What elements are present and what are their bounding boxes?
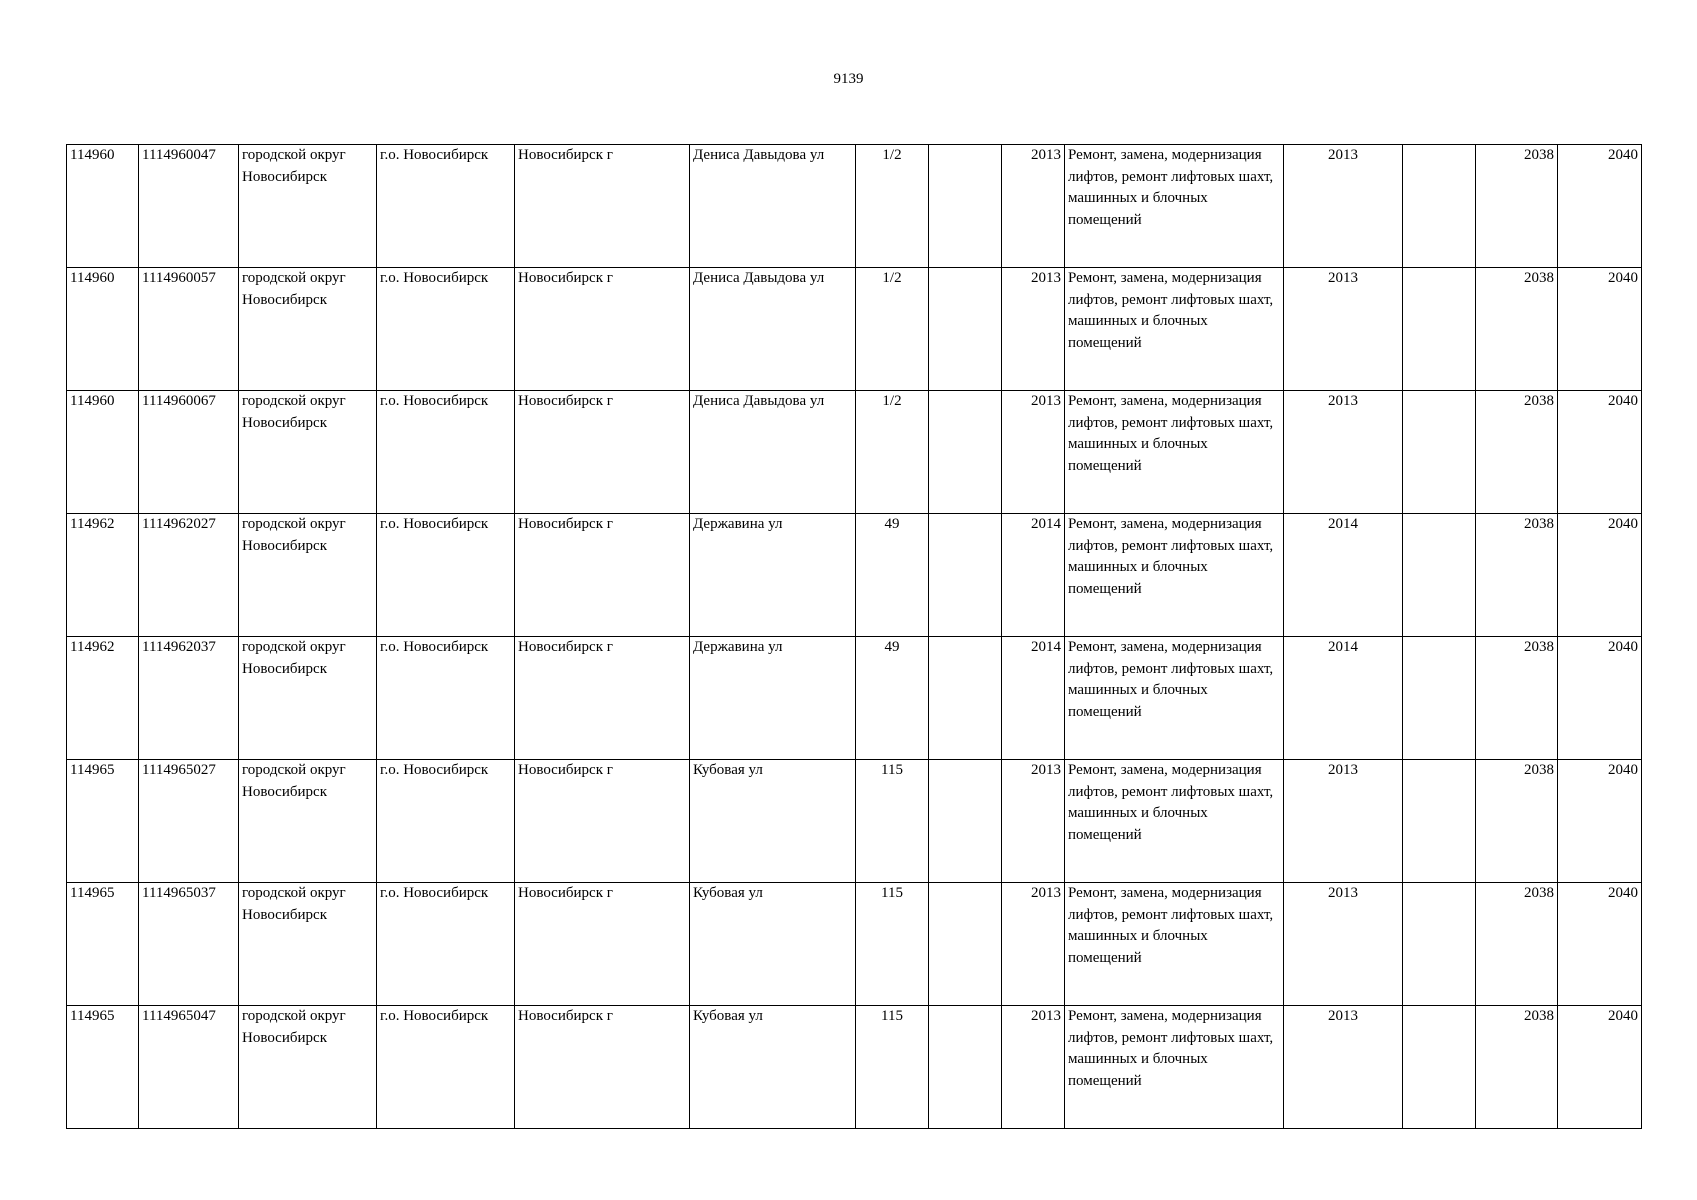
cell-city: Новосибирск г bbox=[515, 637, 690, 760]
cell-extra bbox=[929, 145, 1002, 268]
cell-work: Ремонт, замена, модернизация лифтов, ремонт лифтовых шахт, машинных и блочных помещений bbox=[1065, 514, 1284, 637]
cell-plan-end: 2040 bbox=[1558, 1006, 1642, 1129]
cell-street: Дениса Давыдова ул bbox=[690, 391, 856, 514]
cell-id: 1114962027 bbox=[139, 514, 239, 637]
cell-empty bbox=[1403, 1006, 1476, 1129]
cell-id: 1114960047 bbox=[139, 145, 239, 268]
cell-street: Державина ул bbox=[690, 514, 856, 637]
cell-work-year: 2013 bbox=[1284, 145, 1403, 268]
cell-code: 114960 bbox=[67, 145, 139, 268]
cell-year: 2013 bbox=[1002, 1006, 1065, 1129]
registry-table bbox=[66, 144, 1642, 1129]
cell-plan-start: 2038 bbox=[1476, 514, 1558, 637]
cell-municipality: городской округ Новосибирск bbox=[239, 760, 377, 883]
cell-id: 1114960067 bbox=[139, 391, 239, 514]
cell-plan-start: 2038 bbox=[1476, 145, 1558, 268]
cell-work-year: 2013 bbox=[1284, 1006, 1403, 1129]
cell-id: 1114960057 bbox=[139, 268, 239, 391]
cell-plan-start: 2038 bbox=[1476, 883, 1558, 1006]
cell-district: г.о. Новосибирск bbox=[377, 760, 515, 883]
cell-extra bbox=[929, 637, 1002, 760]
cell-district: г.о. Новосибирск bbox=[377, 145, 515, 268]
cell-plan-end: 2040 bbox=[1558, 637, 1642, 760]
cell-house: 49 bbox=[856, 637, 929, 760]
cell-id: 1114965037 bbox=[139, 883, 239, 1006]
cell-municipality: городской округ Новосибирск bbox=[239, 514, 377, 637]
table-row bbox=[67, 883, 1642, 1006]
cell-work-year: 2013 bbox=[1284, 760, 1403, 883]
cell-work-year: 2013 bbox=[1284, 268, 1403, 391]
cell-id: 1114965027 bbox=[139, 760, 239, 883]
cell-code: 114965 bbox=[67, 1006, 139, 1129]
cell-work: Ремонт, замена, модернизация лифтов, ремонт лифтовых шахт, машинных и блочных помещений bbox=[1065, 637, 1284, 760]
cell-work: Ремонт, замена, модернизация лифтов, ремонт лифтовых шахт, машинных и блочных помещений bbox=[1065, 760, 1284, 883]
cell-house: 115 bbox=[856, 1006, 929, 1129]
cell-plan-end: 2040 bbox=[1558, 391, 1642, 514]
cell-year: 2013 bbox=[1002, 268, 1065, 391]
table-row bbox=[67, 145, 1642, 268]
cell-extra bbox=[929, 883, 1002, 1006]
cell-work-year: 2014 bbox=[1284, 514, 1403, 637]
cell-empty bbox=[1403, 883, 1476, 1006]
cell-empty bbox=[1403, 760, 1476, 883]
cell-empty bbox=[1403, 637, 1476, 760]
cell-plan-start: 2038 bbox=[1476, 268, 1558, 391]
cell-work: Ремонт, замена, модернизация лифтов, ремонт лифтовых шахт, машинных и блочных помещений bbox=[1065, 268, 1284, 391]
cell-year: 2013 bbox=[1002, 760, 1065, 883]
cell-municipality: городской округ Новосибирск bbox=[239, 1006, 377, 1129]
cell-city: Новосибирск г bbox=[515, 391, 690, 514]
cell-city: Новосибирск г bbox=[515, 1006, 690, 1129]
cell-year: 2013 bbox=[1002, 883, 1065, 1006]
cell-street: Кубовая ул bbox=[690, 1006, 856, 1129]
table-row bbox=[67, 514, 1642, 637]
cell-city: Новосибирск г bbox=[515, 145, 690, 268]
cell-extra bbox=[929, 1006, 1002, 1129]
cell-district: г.о. Новосибирск bbox=[377, 637, 515, 760]
cell-street: Дениса Давыдова ул bbox=[690, 145, 856, 268]
cell-house: 1/2 bbox=[856, 391, 929, 514]
cell-plan-start: 2038 bbox=[1476, 1006, 1558, 1129]
table-row bbox=[67, 268, 1642, 391]
table-row bbox=[67, 760, 1642, 883]
cell-work-year: 2013 bbox=[1284, 883, 1403, 1006]
cell-street: Кубовая ул bbox=[690, 760, 856, 883]
cell-house: 115 bbox=[856, 760, 929, 883]
cell-plan-end: 2040 bbox=[1558, 145, 1642, 268]
cell-work-year: 2013 bbox=[1284, 391, 1403, 514]
cell-district: г.о. Новосибирск bbox=[377, 391, 515, 514]
cell-house: 115 bbox=[856, 883, 929, 1006]
cell-city: Новосибирск г bbox=[515, 883, 690, 1006]
table-row bbox=[67, 391, 1642, 514]
cell-street: Державина ул bbox=[690, 637, 856, 760]
cell-municipality: городской округ Новосибирск bbox=[239, 268, 377, 391]
cell-id: 1114962037 bbox=[139, 637, 239, 760]
cell-extra bbox=[929, 268, 1002, 391]
cell-code: 114965 bbox=[67, 883, 139, 1006]
cell-code: 114962 bbox=[67, 637, 139, 760]
cell-district: г.о. Новосибирск bbox=[377, 268, 515, 391]
cell-code: 114965 bbox=[67, 760, 139, 883]
cell-empty bbox=[1403, 145, 1476, 268]
table-body bbox=[67, 145, 1642, 1129]
cell-plan-end: 2040 bbox=[1558, 514, 1642, 637]
cell-id: 1114965047 bbox=[139, 1006, 239, 1129]
cell-district: г.о. Новосибирск bbox=[377, 514, 515, 637]
cell-code: 114960 bbox=[67, 268, 139, 391]
cell-work-year: 2014 bbox=[1284, 637, 1403, 760]
cell-year: 2013 bbox=[1002, 145, 1065, 268]
cell-empty bbox=[1403, 268, 1476, 391]
cell-plan-start: 2038 bbox=[1476, 391, 1558, 514]
cell-plan-start: 2038 bbox=[1476, 760, 1558, 883]
cell-plan-start: 2038 bbox=[1476, 637, 1558, 760]
cell-house: 1/2 bbox=[856, 268, 929, 391]
cell-empty bbox=[1403, 391, 1476, 514]
cell-extra bbox=[929, 391, 1002, 514]
table-row bbox=[67, 1006, 1642, 1129]
cell-empty bbox=[1403, 514, 1476, 637]
cell-code: 114962 bbox=[67, 514, 139, 637]
cell-extra bbox=[929, 514, 1002, 637]
cell-municipality: городской округ Новосибирск bbox=[239, 637, 377, 760]
cell-house: 1/2 bbox=[856, 145, 929, 268]
cell-municipality: городской округ Новосибирск bbox=[239, 391, 377, 514]
cell-district: г.о. Новосибирск bbox=[377, 883, 515, 1006]
cell-extra bbox=[929, 760, 1002, 883]
cell-plan-end: 2040 bbox=[1558, 883, 1642, 1006]
cell-work: Ремонт, замена, модернизация лифтов, ремонт лифтовых шахт, машинных и блочных помещений bbox=[1065, 883, 1284, 1006]
cell-street: Кубовая ул bbox=[690, 883, 856, 1006]
cell-year: 2014 bbox=[1002, 514, 1065, 637]
cell-city: Новосибирск г bbox=[515, 760, 690, 883]
table-row bbox=[67, 637, 1642, 760]
cell-house: 49 bbox=[856, 514, 929, 637]
page-number: 9139 bbox=[833, 71, 864, 87]
cell-municipality: городской округ Новосибирск bbox=[239, 145, 377, 268]
cell-city: Новосибирск г bbox=[515, 514, 690, 637]
cell-work: Ремонт, замена, модернизация лифтов, ремонт лифтовых шахт, машинных и блочных помещений bbox=[1065, 145, 1284, 268]
cell-plan-end: 2040 bbox=[1558, 760, 1642, 883]
cell-plan-end: 2040 bbox=[1558, 268, 1642, 391]
cell-year: 2013 bbox=[1002, 391, 1065, 514]
cell-street: Дениса Давыдова ул bbox=[690, 268, 856, 391]
cell-city: Новосибирск г bbox=[515, 268, 690, 391]
cell-municipality: городской округ Новосибирск bbox=[239, 883, 377, 1006]
cell-district: г.о. Новосибирск bbox=[377, 1006, 515, 1129]
cell-code: 114960 bbox=[67, 391, 139, 514]
cell-year: 2014 bbox=[1002, 637, 1065, 760]
cell-work: Ремонт, замена, модернизация лифтов, ремонт лифтовых шахт, машинных и блочных помещений bbox=[1065, 1006, 1284, 1129]
cell-work: Ремонт, замена, модернизация лифтов, ремонт лифтовых шахт, машинных и блочных помещений bbox=[1065, 391, 1284, 514]
